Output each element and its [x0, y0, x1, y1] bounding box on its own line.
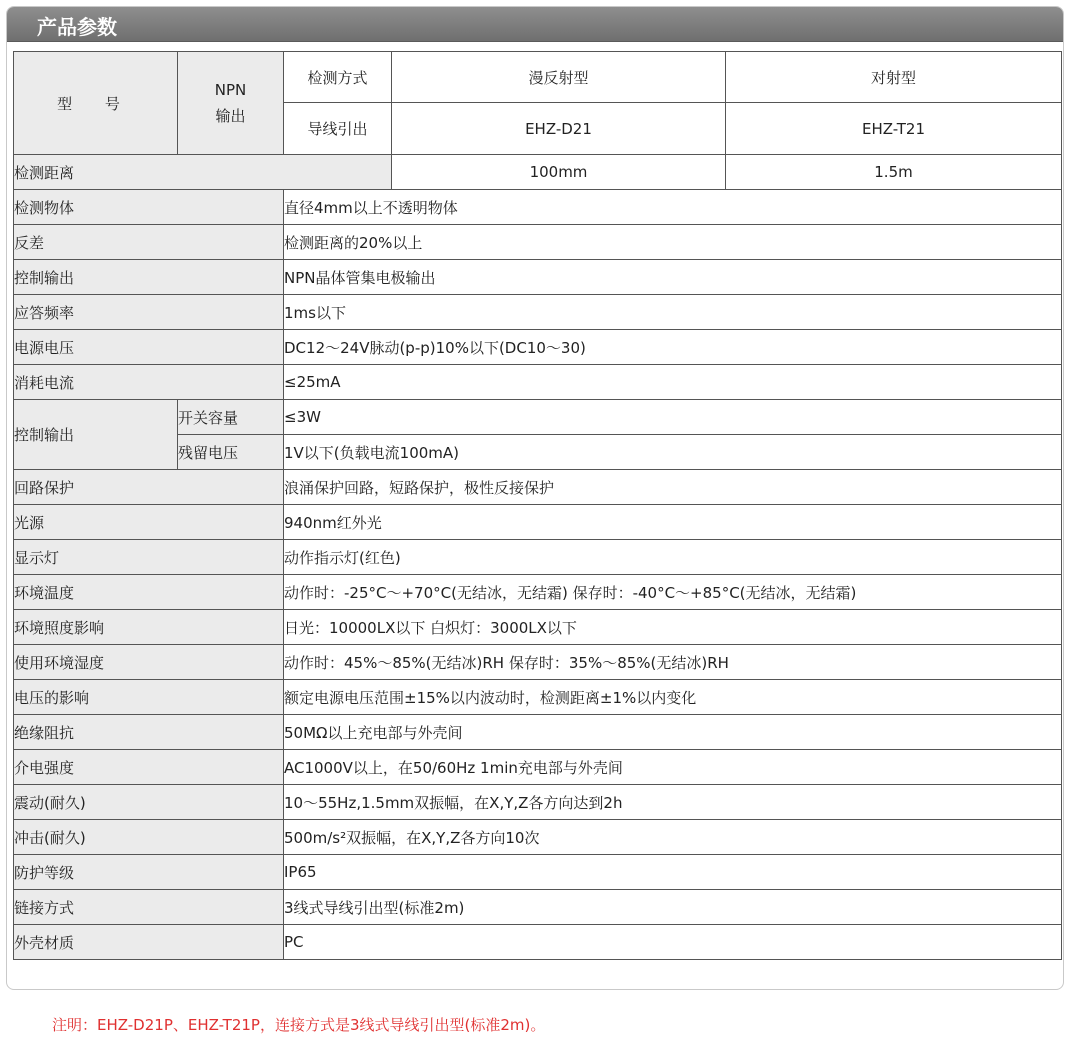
table-row — [14, 610, 1062, 645]
table-row — [14, 505, 1062, 540]
table-row — [14, 295, 1062, 330]
row-value: DC12～24V脉动(p-p)10%以下(DC10～30) — [284, 330, 1062, 365]
detect-method-label: 检测方式 — [284, 52, 392, 103]
row-label: 应答频率 — [14, 295, 284, 330]
npn-output-label: NPN 输出 — [178, 52, 284, 155]
table-row — [14, 715, 1062, 750]
table-row — [14, 575, 1062, 610]
row-label: 检测物体 — [14, 190, 284, 225]
row-value: 日光：10000LX以下 白炽灯：3000LX以下 — [284, 610, 1062, 645]
table-row — [14, 890, 1062, 925]
switch-capacity-value: ≤3W — [284, 400, 1062, 435]
table-row — [14, 365, 1062, 400]
row-label: 消耗电流 — [14, 365, 284, 400]
row-label: 绝缘阻抗 — [14, 715, 284, 750]
table-row — [14, 400, 1062, 435]
row-value: PC — [284, 925, 1062, 960]
row-value: 动作时：45%～85%(无结冰)RH 保存时：35%～85%(无结冰)RH — [284, 645, 1062, 680]
switch-capacity-label: 开关容量 — [178, 400, 284, 435]
row-value: AC1000V以上，在50/60Hz 1min充电部与外壳间 — [284, 750, 1062, 785]
residual-voltage-value: 1V以下(负载电流100mA) — [284, 435, 1062, 470]
row-label: 外壳材质 — [14, 925, 284, 960]
row-label: 介电强度 — [14, 750, 284, 785]
panel-header — [7, 7, 1063, 42]
row-value: 动作指示灯(红色) — [284, 540, 1062, 575]
row-label: 回路保护 — [14, 470, 284, 505]
table-row — [14, 190, 1062, 225]
row-value: ≤25mA — [284, 365, 1062, 400]
spec-table — [13, 51, 1062, 960]
wire-lead-label: 导线引出 — [284, 103, 392, 155]
distance-label: 检测距离 — [14, 155, 392, 190]
row-label: 反差 — [14, 225, 284, 260]
table-row — [14, 540, 1062, 575]
row-value: 动作时：-25°C～+70°C(无结冰，无结霜) 保存时：-40°C～+85°C(无结冰，无结霜) — [284, 575, 1062, 610]
row-label: 光源 — [14, 505, 284, 540]
row-value: 直径4mm以上不透明物体 — [284, 190, 1062, 225]
residual-voltage-label: 残留电压 — [178, 435, 284, 470]
model-label: 型 号 — [14, 52, 178, 155]
row-value: 10～55Hz,1.5mm双振幅，在X,Y,Z各方向达到2h — [284, 785, 1062, 820]
row-value: IP65 — [284, 855, 1062, 890]
row-label: 控制输出 — [14, 260, 284, 295]
diffuse-type-header: 漫反射型 — [392, 52, 726, 103]
table-row — [14, 680, 1062, 715]
distance-through-beam: 1.5m — [726, 155, 1062, 190]
table-row — [14, 225, 1062, 260]
row-value: 检测距离的20%以上 — [284, 225, 1062, 260]
row-value: 500m/s²双振幅，在X,Y,Z各方向10次 — [284, 820, 1062, 855]
table-row — [14, 470, 1062, 505]
row-value: 1ms以下 — [284, 295, 1062, 330]
table-row — [14, 820, 1062, 855]
row-label: 冲击(耐久) — [14, 820, 284, 855]
row-label: 环境照度影响 — [14, 610, 284, 645]
row-value: 50MΩ以上充电部与外壳间 — [284, 715, 1062, 750]
product-parameters-panel — [6, 6, 1064, 990]
row-label: 显示灯 — [14, 540, 284, 575]
row-value: 3线式导线引出型(标准2m) — [284, 890, 1062, 925]
row-label: 震动(耐久) — [14, 785, 284, 820]
table-row — [14, 155, 1062, 190]
row-label: 电压的影响 — [14, 680, 284, 715]
row-label: 防护等级 — [14, 855, 284, 890]
table-row — [14, 855, 1062, 890]
row-label: 使用环境湿度 — [14, 645, 284, 680]
table-row — [14, 925, 1062, 960]
table-row — [14, 645, 1062, 680]
row-value: 940nm红外光 — [284, 505, 1062, 540]
row-value: 浪涌保护回路，短路保护，极性反接保护 — [284, 470, 1062, 505]
model-diffuse: EHZ-D21 — [392, 103, 726, 155]
table-row — [14, 785, 1062, 820]
row-label: 链接方式 — [14, 890, 284, 925]
panel-title: 产品参数 — [37, 15, 117, 39]
row-value: 额定电源电压范围±15%以内波动时，检测距离±1%以内变化 — [284, 680, 1062, 715]
row-label: 电源电压 — [14, 330, 284, 365]
table-row — [14, 330, 1062, 365]
model-through-beam: EHZ-T21 — [726, 103, 1062, 155]
distance-diffuse: 100mm — [392, 155, 726, 190]
control-output-label: 控制输出 — [14, 400, 178, 470]
table-row — [14, 260, 1062, 295]
footnote: 注明：EHZ-D21P、EHZ-T21P，连接方式是3线式导线引出型(标准2m)。 — [52, 1016, 546, 1034]
row-value: NPN晶体管集电极输出 — [284, 260, 1062, 295]
through-beam-type-header: 对射型 — [726, 52, 1062, 103]
table-row — [14, 750, 1062, 785]
row-label: 环境温度 — [14, 575, 284, 610]
table-row — [14, 52, 1062, 103]
